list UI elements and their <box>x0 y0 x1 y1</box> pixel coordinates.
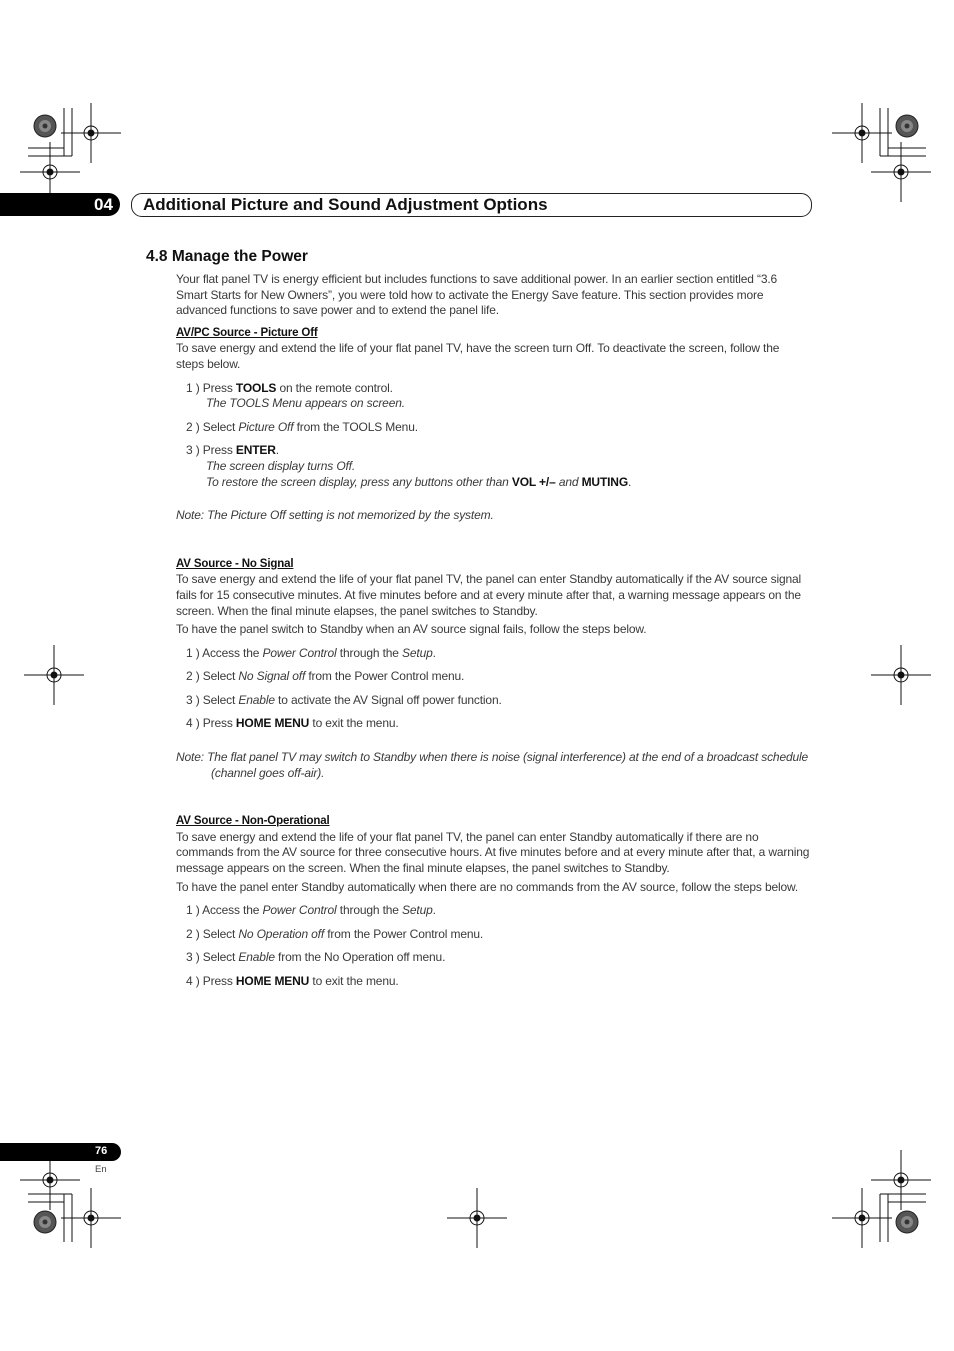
no-signal-description: To save energy and extend the life of your flat panel TV, the panel can enter Standby automatically if the AV source signal fails for 15 consecutive minutes. At five minutes before and at every minute after that, a warning message appears on the screen. When the final minute elapses, the panel switches to Standby. <box>176 572 802 618</box>
list-item: 3 ) Press ENTER. The screen display turns Off. To restore the screen display, press any buttons other than VOL +/– and MUTING. <box>186 443 632 489</box>
no-signal-note: Note: The flat panel TV may switch to Standby when there is noise (signal interference) at the end of a broadcast schedule (channel goes off-air). <box>176 750 809 780</box>
no-signal-heading: AV Source - No Signal <box>176 557 294 570</box>
list-item: 3 ) Select Enable from the No Operation off menu. <box>186 950 446 965</box>
color-rosette-bottom-left <box>34 1211 56 1233</box>
registration-mark-top-left <box>61 103 121 163</box>
registration-mark-bottom-center <box>447 1188 507 1248</box>
registration-mark-top-right <box>832 103 892 163</box>
picture-off-note: Note: The Picture Off setting is not memorized by the system. <box>176 508 494 523</box>
list-item: 4 ) Press HOME MENU to exit the menu. <box>186 716 399 731</box>
page-language: En <box>95 1164 107 1175</box>
registration-mark-mid-left <box>24 645 84 705</box>
section-body <box>176 272 810 990</box>
no-signal-description-2: To have the panel switch to Standby when an AV source signal fails, follow the steps below. <box>176 622 647 637</box>
non-operational-description: To save energy and extend the life of your flat panel TV, the panel can enter Standby automatically if there are no commands from the AV source for three consecutive hours. At five minutes before and at every minute after that, a warning message appears on the screen. When the final minute elapses, the panel switches to Standby. <box>176 829 810 876</box>
list-item: 1 ) Access the Power Control through the Setup. <box>186 903 436 918</box>
intro-paragraph: Your flat panel TV is energy efficient but includes functions to save additional power. In an earlier section entitled “3.6 Smart Starts for New Owners”, you were told how to activate the Energy Save feature. This section provides more advanced functions to save power and to extend the panel life. <box>176 272 778 318</box>
color-rosette-top-right <box>896 115 918 137</box>
non-operational-heading: AV Source - Non-Operational <box>176 815 330 828</box>
picture-off-description: To save energy and extend the life of your flat panel TV, have the screen turn Off. To deactivate the screen, follow the steps below. <box>176 341 780 371</box>
registration-mark-mid-right <box>871 645 931 705</box>
chapter-title: Additional Picture and Sound Adjustment Options <box>143 195 548 214</box>
registration-mark-bottom-left <box>61 1188 121 1248</box>
list-item: 1 ) Press TOOLS on the remote control. The TOOLS Menu appears on screen. <box>186 380 405 411</box>
page-number: 76 <box>95 1145 108 1157</box>
chapter-number: 04 <box>94 195 113 214</box>
color-rosette-bottom-right <box>896 1211 918 1233</box>
non-operational-description-2: To have the panel enter Standby automatically when there are no commands from the AV source, follow the steps below. <box>176 879 799 894</box>
list-item: 2 ) Select No Operation off from the Power Control menu. <box>186 926 484 941</box>
color-rosette-top-left <box>34 115 56 137</box>
list-item: 2 ) Select Picture Off from the TOOLS Menu. <box>186 419 418 434</box>
picture-off-heading: AV/PC Source - Picture Off <box>176 326 318 339</box>
registration-mark-bottom-right <box>832 1188 892 1248</box>
list-item: 2 ) Select No Signal off from the Power Control menu. <box>186 669 465 684</box>
list-item: 3 ) Select Enable to activate the AV Signal off power function. <box>186 692 502 707</box>
section-title: 4.8 Manage the Power <box>146 248 308 265</box>
list-item: 1 ) Access the Power Control through the Setup. <box>186 645 436 660</box>
list-item: 4 ) Press HOME MENU to exit the menu. <box>186 974 399 988</box>
